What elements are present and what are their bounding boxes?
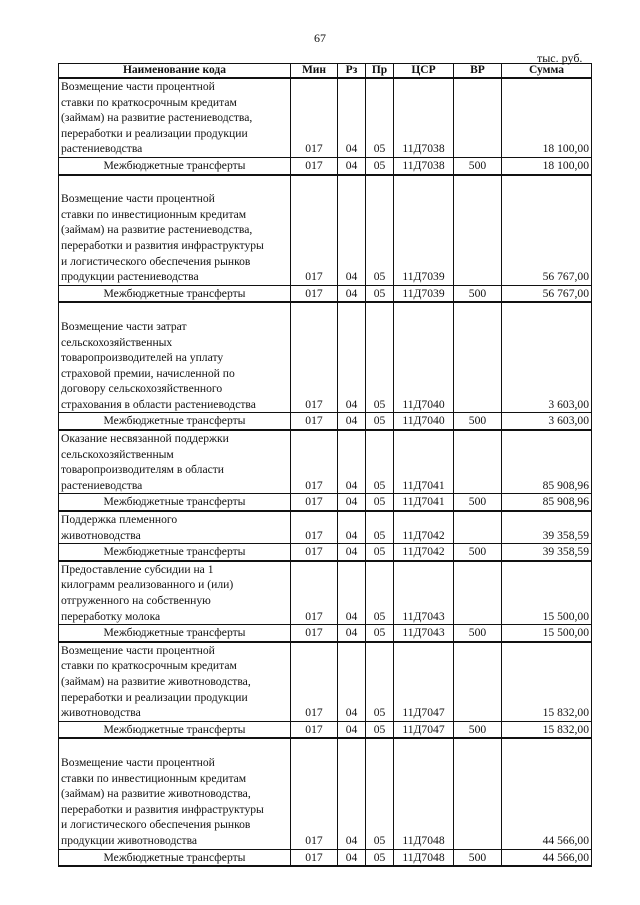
cell-pr: 05 bbox=[366, 175, 394, 286]
col-name-header: Наименование кода bbox=[59, 64, 291, 79]
transfer-row bbox=[59, 157, 592, 174]
cell-sum: 15 500,00 bbox=[502, 625, 592, 642]
transfer-row bbox=[59, 285, 592, 302]
cell-csr: 11Д7048 bbox=[394, 849, 454, 866]
cell-csr: 11Д7038 bbox=[394, 157, 454, 174]
cell-vr bbox=[454, 511, 502, 544]
table-row bbox=[59, 642, 592, 721]
cell-vr: 500 bbox=[454, 721, 502, 738]
cell-min: 017 bbox=[291, 849, 338, 866]
transfer-row bbox=[59, 625, 592, 642]
table-row bbox=[59, 78, 592, 157]
cell-sum: 18 100,00 bbox=[502, 157, 592, 174]
cell-pr: 05 bbox=[366, 430, 394, 494]
cell-min: 017 bbox=[291, 738, 338, 849]
cell-name: Межбюджетные трансферты bbox=[59, 544, 291, 561]
cell-pr: 05 bbox=[366, 544, 394, 561]
cell-vr: 500 bbox=[454, 285, 502, 302]
cell-rz: 04 bbox=[338, 430, 366, 494]
table-header bbox=[59, 64, 592, 79]
cell-min: 017 bbox=[291, 494, 338, 511]
cell-vr bbox=[454, 302, 502, 413]
cell-sum: 3 603,00 bbox=[502, 302, 592, 413]
budget-table bbox=[58, 63, 592, 867]
cell-name: Межбюджетные трансферты bbox=[59, 849, 291, 866]
cell-min: 017 bbox=[291, 561, 338, 625]
cell-name: Оказание несвязанной поддержки сельскохозяйственным товаропроизводителям в области растениеводства bbox=[59, 430, 291, 494]
transfer-row bbox=[59, 544, 592, 561]
cell-pr: 05 bbox=[366, 642, 394, 721]
cell-rz: 04 bbox=[338, 175, 366, 286]
col-vr-header: ВР bbox=[454, 64, 502, 79]
cell-min: 017 bbox=[291, 721, 338, 738]
cell-csr: 11Д7042 bbox=[394, 544, 454, 561]
cell-vr: 500 bbox=[454, 413, 502, 430]
cell-min: 017 bbox=[291, 302, 338, 413]
cell-vr: 500 bbox=[454, 544, 502, 561]
cell-sum: 85 908,96 bbox=[502, 430, 592, 494]
cell-csr: 11Д7039 bbox=[394, 175, 454, 286]
cell-min: 017 bbox=[291, 78, 338, 157]
cell-pr: 05 bbox=[366, 738, 394, 849]
cell-min: 017 bbox=[291, 175, 338, 286]
cell-vr: 500 bbox=[454, 849, 502, 866]
cell-name: Возмещение части затрат сельскохозяйственных товаропроизводителей на уплату страховой премии, начисленной по договору сельскохозяйственного страхования в области растениеводства bbox=[59, 302, 291, 413]
cell-sum: 44 566,00 bbox=[502, 738, 592, 849]
cell-sum: 15 832,00 bbox=[502, 721, 592, 738]
cell-sum: 56 767,00 bbox=[502, 285, 592, 302]
cell-csr: 11Д7040 bbox=[394, 413, 454, 430]
cell-rz: 04 bbox=[338, 561, 366, 625]
cell-min: 017 bbox=[291, 625, 338, 642]
cell-name: Межбюджетные трансферты bbox=[59, 625, 291, 642]
cell-min: 017 bbox=[291, 157, 338, 174]
table-row bbox=[59, 738, 592, 849]
cell-sum: 85 908,96 bbox=[502, 494, 592, 511]
cell-pr: 05 bbox=[366, 511, 394, 544]
cell-csr: 11Д7038 bbox=[394, 78, 454, 157]
cell-name: Предоставление субсидии на 1 килограмм реализованного и (или) отгруженного на собственную переработку молока bbox=[59, 561, 291, 625]
cell-rz: 04 bbox=[338, 738, 366, 849]
cell-min: 017 bbox=[291, 642, 338, 721]
cell-sum: 39 358,59 bbox=[502, 544, 592, 561]
cell-sum: 18 100,00 bbox=[502, 78, 592, 157]
cell-sum: 15 500,00 bbox=[502, 561, 592, 625]
cell-name: Возмещение части процентной ставки по краткосрочным кредитам (займам) на развитие животноводства, переработки и реализации продукции животноводства bbox=[59, 642, 291, 721]
cell-csr: 11Д7048 bbox=[394, 738, 454, 849]
cell-vr bbox=[454, 430, 502, 494]
cell-sum: 44 566,00 bbox=[502, 849, 592, 866]
cell-name: Межбюджетные трансферты bbox=[59, 157, 291, 174]
cell-name: Межбюджетные трансферты bbox=[59, 285, 291, 302]
cell-pr: 05 bbox=[366, 849, 394, 866]
transfer-row bbox=[59, 413, 592, 430]
table-row bbox=[59, 175, 592, 286]
cell-vr bbox=[454, 738, 502, 849]
col-sum-header: Сумма bbox=[502, 64, 592, 79]
transfer-row bbox=[59, 849, 592, 866]
cell-vr bbox=[454, 175, 502, 286]
cell-vr bbox=[454, 78, 502, 157]
page-number: 67 bbox=[314, 31, 326, 45]
cell-pr: 05 bbox=[366, 625, 394, 642]
cell-csr: 11Д7043 bbox=[394, 625, 454, 642]
cell-rz: 04 bbox=[338, 285, 366, 302]
cell-pr: 05 bbox=[366, 413, 394, 430]
cell-name: Возмещение части процентной ставки по инвестиционным кредитам (займам) на развитие животноводства, переработки и развития инфраструктуры и логистического обеспечения рынков продукции животноводства bbox=[59, 738, 291, 849]
cell-rz: 04 bbox=[338, 511, 366, 544]
cell-pr: 05 bbox=[366, 285, 394, 302]
cell-rz: 04 bbox=[338, 849, 366, 866]
cell-pr: 05 bbox=[366, 302, 394, 413]
cell-name: Поддержка племенного животноводства bbox=[59, 511, 291, 544]
cell-csr: 11Д7039 bbox=[394, 285, 454, 302]
cell-csr: 11Д7041 bbox=[394, 494, 454, 511]
col-pr-header: Пр bbox=[366, 64, 394, 79]
cell-rz: 04 bbox=[338, 302, 366, 413]
cell-rz: 04 bbox=[338, 78, 366, 157]
cell-rz: 04 bbox=[338, 642, 366, 721]
cell-name: Возмещение части процентной ставки по инвестиционным кредитам (займам) на развитие растениеводства, переработки и развития инфраструктуры и логистического обеспечения рынков продукции растениеводства bbox=[59, 175, 291, 286]
transfer-row bbox=[59, 494, 592, 511]
cell-sum: 56 767,00 bbox=[502, 175, 592, 286]
cell-pr: 05 bbox=[366, 721, 394, 738]
cell-min: 017 bbox=[291, 413, 338, 430]
col-csr-header: ЦСР bbox=[394, 64, 454, 79]
col-rz-header: Рз bbox=[338, 64, 366, 79]
cell-name: Возмещение части процентной ставки по краткосрочным кредитам (займам) на развитие растениеводства, переработки и реализации продукции растениеводства bbox=[59, 78, 291, 157]
cell-sum: 15 832,00 bbox=[502, 642, 592, 721]
transfer-row bbox=[59, 721, 592, 738]
cell-name: Межбюджетные трансферты bbox=[59, 721, 291, 738]
cell-vr: 500 bbox=[454, 494, 502, 511]
cell-rz: 04 bbox=[338, 544, 366, 561]
col-min-header: Мин bbox=[291, 64, 338, 79]
cell-rz: 04 bbox=[338, 157, 366, 174]
cell-csr: 11Д7047 bbox=[394, 642, 454, 721]
cell-csr: 11Д7047 bbox=[394, 721, 454, 738]
units-label: тыс. руб. bbox=[537, 51, 583, 65]
table-row bbox=[59, 561, 592, 625]
table-row bbox=[59, 511, 592, 544]
cell-name: Межбюджетные трансферты bbox=[59, 413, 291, 430]
cell-csr: 11Д7041 bbox=[394, 430, 454, 494]
table-body bbox=[59, 78, 592, 866]
cell-csr: 11Д7042 bbox=[394, 511, 454, 544]
cell-vr: 500 bbox=[454, 157, 502, 174]
cell-csr: 11Д7043 bbox=[394, 561, 454, 625]
cell-rz: 04 bbox=[338, 625, 366, 642]
cell-min: 017 bbox=[291, 430, 338, 494]
table-row bbox=[59, 430, 592, 494]
cell-rz: 04 bbox=[338, 721, 366, 738]
cell-pr: 05 bbox=[366, 78, 394, 157]
cell-pr: 05 bbox=[366, 561, 394, 625]
cell-pr: 05 bbox=[366, 494, 394, 511]
cell-vr bbox=[454, 561, 502, 625]
cell-rz: 04 bbox=[338, 413, 366, 430]
cell-sum: 39 358,59 bbox=[502, 511, 592, 544]
cell-vr bbox=[454, 642, 502, 721]
cell-pr: 05 bbox=[366, 157, 394, 174]
cell-rz: 04 bbox=[338, 494, 366, 511]
cell-vr: 500 bbox=[454, 625, 502, 642]
cell-min: 017 bbox=[291, 544, 338, 561]
cell-min: 017 bbox=[291, 285, 338, 302]
cell-sum: 3 603,00 bbox=[502, 413, 592, 430]
cell-name: Межбюджетные трансферты bbox=[59, 494, 291, 511]
table-row bbox=[59, 302, 592, 413]
cell-min: 017 bbox=[291, 511, 338, 544]
cell-csr: 11Д7040 bbox=[394, 302, 454, 413]
